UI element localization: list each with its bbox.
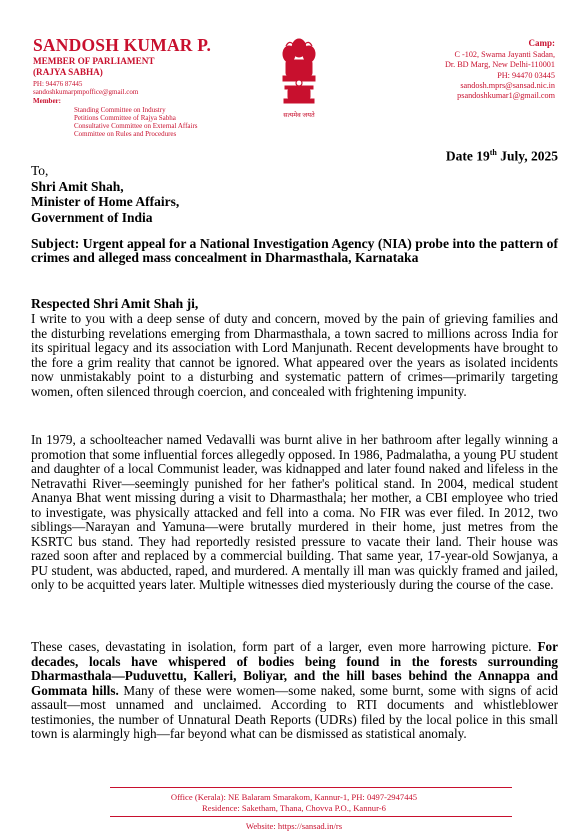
sender-name: SANDOSH KUMAR P. xyxy=(33,35,212,55)
national-emblem-icon xyxy=(280,34,318,120)
recipient-name: Shri Amit Shah, xyxy=(31,178,124,194)
paragraph-intro: These cases, devastating in isolation, form part of a larger, even more harrowing picture. xyxy=(31,639,538,654)
body-paragraph xyxy=(31,640,558,742)
committee-item: Petitions Committee of Rajya Sabha xyxy=(74,114,176,123)
recipient-block xyxy=(31,163,179,225)
footer-divider xyxy=(110,787,512,788)
sender-title xyxy=(33,56,154,78)
member-label: Member: xyxy=(33,97,61,105)
body-paragraph: I write to you with a deep sense of duty and concern, moved by the pain of grieving families and the disturbing revelations emerging from Dharmasthala, a town sacred to millions across India for its spiritual legacy and its association with Lord Manjunath. Recent developments have brought to the fore a grim reality that cannot be ignored. What appeared over the years as isolated incidents now unmistakably point to a disturbing and systematic pattern of crimes—primarily targeting women, often silenced through coercion, and concealed with frightening impunity. xyxy=(31,311,558,399)
sender-email: sandoshkumarpmpoffice@gmail.com xyxy=(33,88,139,97)
body-paragraph: In 1979, a schoolteacher named Vedavalli was burnt alive in her bathroom after legally winning a promotion that some influential forces allegedly opposed. In 1986, Padmalatha, a young PU student and daughter of a local Communist leader, was kidnapped and later found naked and lifeless in the Netravathi River—seemingly punished for her father's political stand. In 2004, medical student Ananya Bhat went missing during a visit to Dharmasthala; her mother, a CBI employee who tried to investigate, was physically attacked and fell into a coma. No FIR was ever filed. In 2012, two siblings—Narayan and Yamuna—were brutally murdered in their home, just metres from the KSRTC bus stand. They had reportedly resisted pressure to vacate their land. Their house was razed soon after and replaced by a commercial building. That same year, 17-year-old Sowjanya, a PU student, was abducted, raped, and murdered. A mentally ill man was quickly framed and jailed, only to be acquitted years later. Multiple witnesses died mysteriously during the course of the case. xyxy=(31,432,558,592)
committee-item: Consultative Committee on External Affairs xyxy=(74,122,198,131)
sender-title-line2: (RAJYA SABHA) xyxy=(33,67,103,77)
camp-line: C -102, Swarna Jayanti Sadan, xyxy=(454,50,555,60)
emblem-caption: सत्यमेव जयते xyxy=(283,112,315,119)
camp-address xyxy=(355,38,555,101)
footer-website[interactable]: Website: https://sansad.in/rs xyxy=(245,821,343,831)
camp-line: Dr. BD Marg, New Delhi-110001 xyxy=(444,60,555,70)
committee-item: Committee on Rules and Procedures xyxy=(74,130,177,139)
paragraph-emphasis: For decades, locals have whispered of bodies being found in the forests surrounding Dharmasthala—Puduvettu, Kalleri, Boliyar, and the hill bases behind the Annappa and Gommata hills. xyxy=(31,639,558,698)
camp-label: Camp: xyxy=(528,38,555,48)
date-suffix-ordinal: th xyxy=(489,148,497,157)
camp-email: psandoshkumar1@gmail.com xyxy=(457,91,555,101)
date-month-year: July, 2025 xyxy=(496,148,558,164)
letter-date xyxy=(446,148,558,165)
paragraph-rest: Many of these were women—some naked, some burnt, some with signs of acid assault—most unnamed and unclaimed. According to RTI documents and whistleblower testimonies, the number of Unnatural Death Reports (UDRs) filed by the local police in this small town is alarmingly high—far beyond what can be dismissed as statistical anomaly. xyxy=(31,682,559,741)
committee-item: Standing Committee on Industry xyxy=(74,106,166,114)
camp-phone: PH: 94470 03445 xyxy=(497,70,555,80)
footer-residence: Residence: Saketham, Thana, Chovva P.O., Kannur-6 xyxy=(202,803,386,813)
letter-subject: Subject: Urgent appeal for a National Investigation Agency (NIA) probe into the pattern of crimes and alleged mass concealment in Dharmasthala, Karnataka xyxy=(31,236,558,266)
committee-list xyxy=(74,106,198,138)
sender-phone: PH: 94476 87445 xyxy=(33,80,83,88)
salutation: Respected Shri Amit Shah ji, xyxy=(31,296,199,311)
date-prefix: Date 19 xyxy=(445,148,490,164)
camp-email: sandosh.mprs@sansad.nic.in xyxy=(460,80,555,90)
footer-divider xyxy=(110,816,512,817)
recipient-position: Minister of Home Affairs, xyxy=(31,194,180,210)
recipient-to: To, xyxy=(31,163,49,178)
sender-title-line1: MEMBER OF PARLIAMENT xyxy=(33,56,155,66)
recipient-organization: Government of India xyxy=(31,209,153,225)
footer-office: Office (Kerala): NE Balaram Smarakom, Kannur-1, PH: 0497-2947445 xyxy=(170,792,418,802)
sender-contact xyxy=(33,80,138,97)
